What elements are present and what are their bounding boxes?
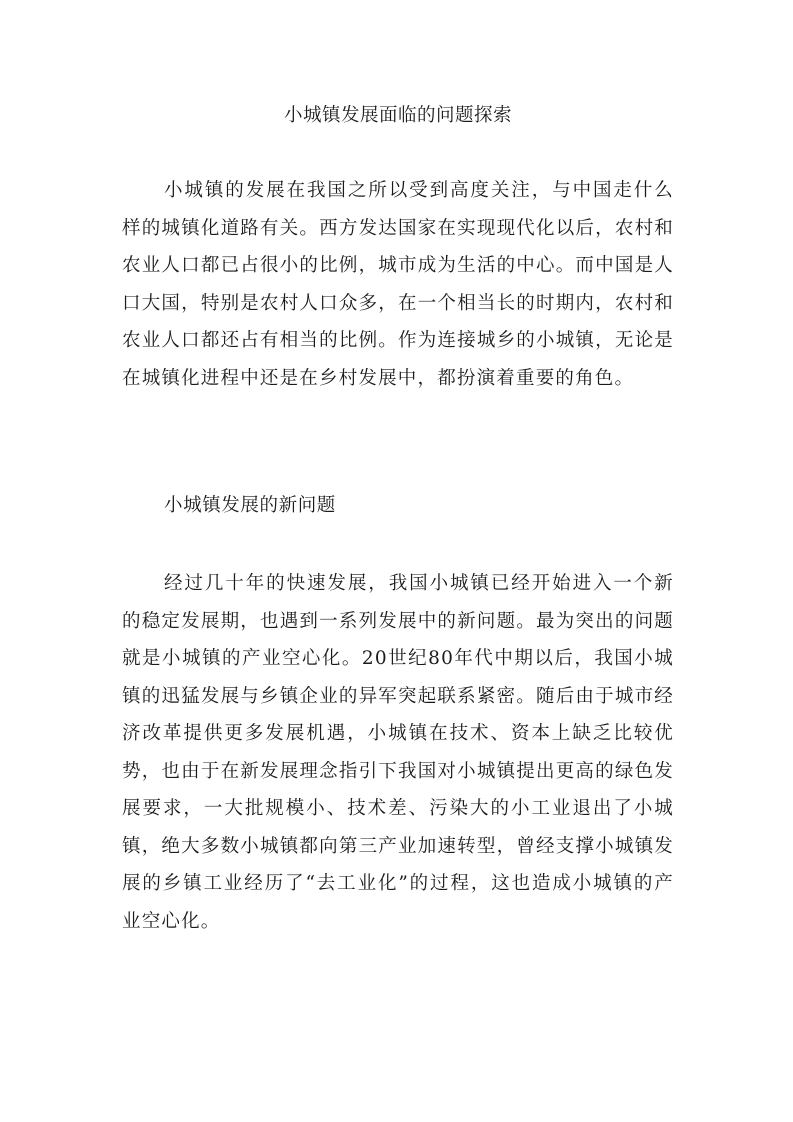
document-title: 小城镇发展面临的问题探索 (283, 105, 512, 126)
paragraph-new-problems: 经过几十年的快速发展，我国小城镇已经开始进入一个新的稳定发展期，也遇到一系列发展中的新问题。最为突出的问题就是小城镇的产业空心化。20世纪80年代中期以后，我国小城镇的迅猛发展与乡镇企业的异军突起联系紧密。随后由于城市经济改革提供更多发展机遇，小城镇在技术、资本上缺乏比较优势，也由于在新发展理念指引下我国对小城镇提出更高的绿色发展要求，一大批规模小、技术差、污染大的小工业退出了小城镇，绝大多数小城镇都向第三产业加速转型，曾经支撑小城镇发展的乡镇工业经历了“去工业化”的过程，这也造成小城镇的产业空心化。 (122, 573, 674, 932)
paragraph-intro: 小城镇的发展在我国之所以受到高度关注，与中国走什么样的城镇化道路有关。西方发达国家在实现现代化以后，农村和农业人口都已占很小的比例，城市成为生活的中心。而中国是人口大国，特别是农村人口众多，在一个相当长的时期内，农村和农业人口都还占有相当的比例。作为连接城乡的小城镇，无论是在城镇化进程中还是在乡村发展中，都扮演着重要的角色。 (122, 180, 674, 389)
section-heading: 小城镇发展的新问题 (164, 495, 336, 516)
